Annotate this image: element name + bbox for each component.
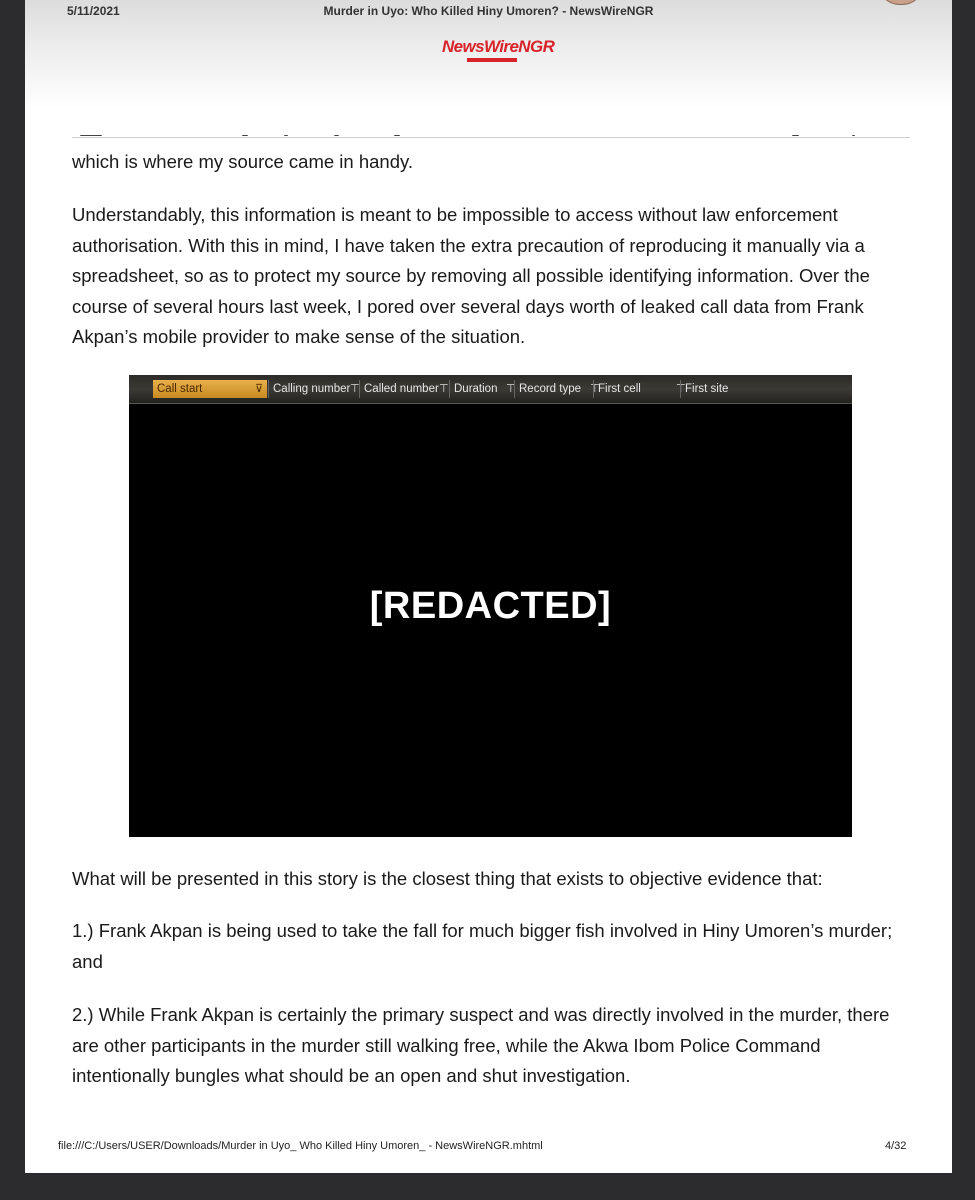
column-label: Call start bbox=[157, 383, 203, 395]
article-continued-line: which is where my source came in handy. bbox=[72, 151, 414, 172]
print-date: 5/11/2021 bbox=[67, 4, 120, 18]
print-footer-page-number: 4/32 bbox=[885, 1140, 907, 1152]
column-call-start bbox=[153, 380, 267, 398]
site-logo bbox=[442, 37, 555, 62]
spreadsheet-header bbox=[129, 375, 852, 404]
filter-icon: ⊤ bbox=[350, 383, 360, 395]
column-label: Calling number bbox=[273, 383, 351, 395]
section-divider bbox=[72, 137, 910, 138]
article-paragraph-4: 2.) While Frank Akpan is certainly the primary suspect and was directly involved in the murder, there are other participants in the murder still walking free, while the Akwa Ibom Police Command intentionally bungles what should be an open and shut investigation. bbox=[72, 1004, 890, 1086]
column-label: Called number bbox=[364, 383, 439, 395]
logo-text: NewsWireNGR bbox=[442, 37, 555, 56]
print-footer-path: file:///C:/Users/USER/Downloads/Murder in Uyo_ Who Killed Hiny Umoren_ - NewsWireNGR.mhtml bbox=[58, 1140, 543, 1152]
print-title: Murder in Uyo: Who Killed Hiny Umoren? - NewsWireNGR bbox=[323, 4, 654, 18]
column-record-type bbox=[514, 380, 600, 398]
filter-icon: ⊤ bbox=[676, 383, 686, 395]
column-called-number bbox=[359, 380, 448, 398]
column-label: First site bbox=[685, 383, 729, 395]
filter-icon: ⊤ bbox=[439, 383, 449, 395]
column-first-cell bbox=[593, 380, 686, 398]
logo-tagline-bar bbox=[467, 58, 517, 62]
filter-icon: ⊤ bbox=[506, 383, 516, 395]
column-label: First cell bbox=[598, 383, 641, 395]
column-label: Duration bbox=[454, 383, 498, 395]
column-duration bbox=[449, 380, 514, 398]
column-label: Record type bbox=[519, 383, 582, 395]
filter-icon: ⊽ bbox=[255, 383, 264, 395]
printed-page bbox=[25, 0, 952, 1173]
article-paragraph-2: What will be presented in this story is the closest thing that exists to objective evidence that: bbox=[72, 868, 823, 889]
call-data-image bbox=[129, 375, 852, 837]
article-paragraph-1: Understandably, this information is meant to be impossible to access without law enforcement authorisation. With this in mind, I have taken the extra precaution of reproducing it manually via a spreadsheet, so as to protect my source by removing all possible identifying information. Over the course of several hours last week, I pored over several days worth of leaked call data from Frank Akpan’s mobile provider to make sense of the situation. bbox=[72, 204, 870, 347]
column-calling-number bbox=[268, 380, 358, 398]
cut-off-text-line bbox=[72, 128, 910, 136]
column-first-site bbox=[680, 380, 805, 398]
redacted-label: [REDACTED] bbox=[369, 585, 612, 627]
article-paragraph-3: 1.) Frank Akpan is being used to take the fall for much bigger fish involved in Hiny Umoren’s murder; and bbox=[72, 920, 893, 972]
filter-icon: ⊤ bbox=[590, 383, 600, 395]
